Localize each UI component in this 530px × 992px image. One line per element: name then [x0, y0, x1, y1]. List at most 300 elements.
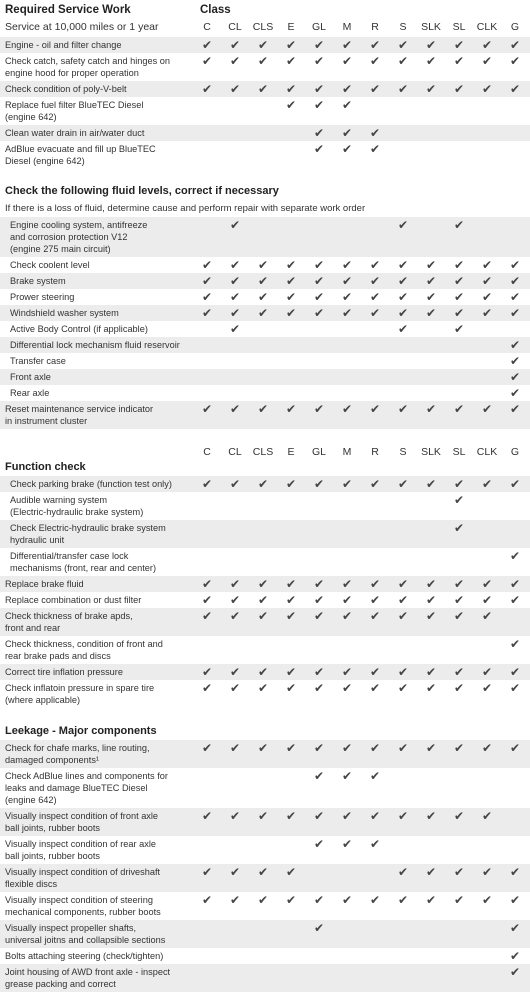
column-header-g: G: [510, 21, 520, 33]
check-icon-r: ✔: [369, 577, 381, 591]
column-header-gl: GL: [311, 446, 326, 458]
check-icon-sl: ✔: [453, 82, 465, 96]
row-label: [10, 259, 195, 271]
row-label: [5, 838, 195, 862]
check-icon-e: ✔: [285, 665, 297, 679]
check-icon-c: ✔: [201, 865, 213, 879]
check-icon-cl: ✔: [229, 741, 241, 755]
row-label-line: Windshield washer system: [10, 308, 119, 318]
check-icon-gl: ✔: [313, 126, 325, 140]
check-icon-slk: ✔: [425, 665, 437, 679]
row-label: [5, 99, 195, 123]
check-icon-e: ✔: [285, 741, 297, 755]
check-icon-s: ✔: [397, 54, 409, 68]
check-icon-gl: ✔: [313, 274, 325, 288]
check-icon-cls: ✔: [257, 258, 269, 272]
row-label-line: Check parking brake (function test only): [10, 479, 172, 489]
check-icon-e: ✔: [285, 54, 297, 68]
table-row: [0, 636, 530, 664]
table-row: [0, 520, 530, 548]
check-icon-slk: ✔: [425, 893, 437, 907]
check-icon-cl: ✔: [229, 665, 241, 679]
check-icon-cl: ✔: [229, 306, 241, 320]
check-icon-gl: ✔: [313, 38, 325, 52]
check-icon-g: ✔: [509, 665, 521, 679]
check-icon-e: ✔: [285, 477, 297, 491]
column-header-c: C: [203, 21, 211, 33]
check-icon-c: ✔: [201, 477, 213, 491]
check-icon-slk: ✔: [425, 477, 437, 491]
check-icon-g: ✔: [509, 577, 521, 591]
check-icon-m: ✔: [341, 741, 353, 755]
check-icon-slk: ✔: [425, 54, 437, 68]
check-icon-e: ✔: [285, 681, 297, 695]
row-label-line: mechanical components, rubber boots: [5, 907, 161, 917]
table-row: [0, 548, 530, 576]
check-icon-slk: ✔: [425, 593, 437, 607]
section-title-required-service: Required Service Work: [5, 4, 131, 16]
check-icon-m: ✔: [341, 681, 353, 695]
check-icon-e: ✔: [285, 82, 297, 96]
row-label-line: Check catch, safety catch and hinges on: [5, 56, 170, 66]
check-icon-gl: ✔: [313, 54, 325, 68]
check-icon-sl: ✔: [453, 477, 465, 491]
check-icon-e: ✔: [285, 290, 297, 304]
check-icon-sl: ✔: [453, 258, 465, 272]
check-icon-m: ✔: [341, 290, 353, 304]
check-icon-s: ✔: [397, 38, 409, 52]
check-icon-g: ✔: [509, 741, 521, 755]
check-icon-clk: ✔: [481, 38, 493, 52]
column-header-s: S: [399, 21, 407, 33]
check-icon-clk: ✔: [481, 681, 493, 695]
check-icon-sl: ✔: [453, 521, 465, 535]
check-icon-slk: ✔: [425, 258, 437, 272]
row-label: [10, 522, 195, 546]
row-label: [10, 387, 195, 399]
check-icon-c: ✔: [201, 681, 213, 695]
check-icon-gl: ✔: [313, 665, 325, 679]
check-icon-slk: ✔: [425, 865, 437, 879]
check-icon-cl: ✔: [229, 258, 241, 272]
check-icon-cl: ✔: [229, 809, 241, 823]
row-label-line: Differential lock mechanism fluid reservoir: [10, 340, 180, 350]
row-label-line: ball joints, rubber boots: [5, 851, 100, 861]
check-icon-g: ✔: [509, 338, 521, 352]
check-icon-slk: ✔: [425, 306, 437, 320]
row-label-line: Check thickness of brake apds,: [5, 611, 133, 621]
check-icon-c: ✔: [201, 274, 213, 288]
check-icon-cls: ✔: [257, 290, 269, 304]
check-icon-m: ✔: [341, 577, 353, 591]
row-label: [10, 307, 195, 319]
check-icon-gl: ✔: [313, 809, 325, 823]
column-header-slk: SLK: [421, 446, 441, 458]
check-icon-clk: ✔: [481, 477, 493, 491]
check-icon-g: ✔: [509, 637, 521, 651]
row-label-line: hydraulic unit: [10, 535, 65, 545]
check-icon-clk: ✔: [481, 274, 493, 288]
check-icon-cl: ✔: [229, 290, 241, 304]
check-icon-gl: ✔: [313, 306, 325, 320]
check-icon-slk: ✔: [425, 38, 437, 52]
check-icon-s: ✔: [397, 865, 409, 879]
row-label-line: Reset maintenance service indicator: [5, 404, 154, 414]
check-icon-g: ✔: [509, 402, 521, 416]
row-label: [5, 866, 195, 890]
check-icon-e: ✔: [285, 38, 297, 52]
column-header-cl: CL: [228, 446, 242, 458]
check-icon-clk: ✔: [481, 258, 493, 272]
check-icon-e: ✔: [285, 274, 297, 288]
row-label-line: Diesel (engine 642): [5, 156, 85, 166]
check-icon-m: ✔: [341, 893, 353, 907]
check-icon-s: ✔: [397, 593, 409, 607]
row-label: [5, 770, 195, 806]
check-icon-m: ✔: [341, 769, 353, 783]
row-label-line: grease packing and correct: [5, 979, 116, 989]
column-header-cl: CL: [228, 21, 242, 33]
column-header-clk: CLK: [476, 21, 498, 33]
table-row: [0, 217, 530, 257]
check-icon-slk: ✔: [425, 809, 437, 823]
check-icon-m: ✔: [341, 665, 353, 679]
column-header-sl: SL: [452, 446, 466, 458]
check-icon-c: ✔: [201, 54, 213, 68]
check-icon-c: ✔: [201, 82, 213, 96]
check-icon-c: ✔: [201, 893, 213, 907]
row-label: [10, 494, 195, 518]
check-icon-slk: ✔: [425, 609, 437, 623]
table-row: [0, 53, 530, 81]
row-label-line: Check thickness, condition of front and: [5, 639, 163, 649]
table-row: [0, 768, 530, 808]
check-icon-gl: ✔: [313, 98, 325, 112]
section-title-leakage: Leekage - Major components: [5, 725, 157, 737]
table-row: [0, 257, 530, 273]
row-label: [5, 610, 195, 634]
check-icon-sl: ✔: [453, 809, 465, 823]
column-header-sl: SL: [452, 21, 466, 33]
column-header-cls: CLS: [252, 21, 274, 33]
check-icon-gl: ✔: [313, 837, 325, 851]
check-icon-slk: ✔: [425, 274, 437, 288]
check-icon-clk: ✔: [481, 82, 493, 96]
check-icon-r: ✔: [369, 837, 381, 851]
check-icon-e: ✔: [285, 98, 297, 112]
column-header-slk: SLK: [421, 21, 441, 33]
check-icon-r: ✔: [369, 665, 381, 679]
check-icon-cls: ✔: [257, 577, 269, 591]
check-icon-sl: ✔: [453, 741, 465, 755]
check-icon-sl: ✔: [453, 322, 465, 336]
check-icon-cl: ✔: [229, 218, 241, 232]
check-icon-gl: ✔: [313, 477, 325, 491]
check-icon-m: ✔: [341, 477, 353, 491]
row-label-line: Correct tire inflation pressure: [5, 667, 123, 677]
check-icon-sl: ✔: [453, 493, 465, 507]
check-icon-sl: ✔: [453, 593, 465, 607]
check-icon-gl: ✔: [313, 258, 325, 272]
table-row: [0, 892, 530, 920]
row-label-line: (engine 642): [5, 112, 57, 122]
check-icon-cl: ✔: [229, 681, 241, 695]
check-icon-r: ✔: [369, 593, 381, 607]
row-label-line: (Electric-hydraulic brake system): [10, 507, 144, 517]
check-icon-g: ✔: [509, 354, 521, 368]
check-icon-cls: ✔: [257, 609, 269, 623]
column-header-e: E: [287, 21, 295, 33]
check-icon-clk: ✔: [481, 665, 493, 679]
row-label: [10, 550, 195, 574]
row-label-line: Engine - oil and filter change: [5, 40, 122, 50]
check-icon-c: ✔: [201, 809, 213, 823]
check-icon-g: ✔: [509, 965, 521, 979]
class-label: Class: [200, 4, 231, 16]
row-label: [5, 742, 195, 766]
section-subtitle-service-interval: Service at 10,000 miles or 1 year: [5, 21, 159, 33]
table-row: [0, 353, 530, 369]
check-icon-g: ✔: [509, 865, 521, 879]
column-header-g: G: [510, 446, 520, 458]
check-icon-slk: ✔: [425, 681, 437, 695]
check-icon-cl: ✔: [229, 54, 241, 68]
row-label-line: leaks and damage BlueTEC Diesel: [5, 783, 148, 793]
row-label-line: Replace fuel filter BlueTEC Diesel: [5, 100, 144, 110]
check-icon-sl: ✔: [453, 290, 465, 304]
check-icon-g: ✔: [509, 386, 521, 400]
row-label-line: Rear axle: [10, 388, 50, 398]
check-icon-clk: ✔: [481, 593, 493, 607]
check-icon-e: ✔: [285, 893, 297, 907]
check-icon-gl: ✔: [313, 593, 325, 607]
check-icon-cl: ✔: [229, 82, 241, 96]
column-header-e: E: [287, 446, 295, 458]
table-row: [0, 608, 530, 636]
row-label-line: Visually inspect condition of rear axle: [5, 839, 156, 849]
column-header-cls: CLS: [252, 446, 274, 458]
row-label: [5, 83, 195, 95]
column-header-clk: CLK: [476, 446, 498, 458]
table-row: [0, 97, 530, 125]
table-row: [0, 369, 530, 385]
check-icon-slk: ✔: [425, 577, 437, 591]
column-header-c: C: [203, 446, 211, 458]
check-icon-r: ✔: [369, 54, 381, 68]
check-icon-gl: ✔: [313, 769, 325, 783]
check-icon-sl: ✔: [453, 893, 465, 907]
check-icon-sl: ✔: [453, 609, 465, 623]
check-icon-cls: ✔: [257, 477, 269, 491]
check-icon-s: ✔: [397, 274, 409, 288]
table-row: [0, 740, 530, 768]
row-label-line: Audible warning system: [10, 495, 108, 505]
table-row: [0, 321, 530, 337]
row-label: [5, 39, 195, 51]
check-icon-e: ✔: [285, 809, 297, 823]
row-label-line: Replace combination or dust filter: [5, 595, 142, 605]
check-icon-m: ✔: [341, 82, 353, 96]
table-row: [0, 305, 530, 321]
row-label-line: rear brake pads and discs: [5, 651, 111, 661]
check-icon-s: ✔: [397, 741, 409, 755]
check-icon-slk: ✔: [425, 82, 437, 96]
check-icon-g: ✔: [509, 681, 521, 695]
check-icon-s: ✔: [397, 665, 409, 679]
row-label: [5, 666, 195, 678]
table-row: [0, 948, 530, 964]
check-icon-s: ✔: [397, 681, 409, 695]
check-icon-cl: ✔: [229, 865, 241, 879]
check-icon-m: ✔: [341, 98, 353, 112]
row-label: [5, 682, 195, 706]
check-icon-clk: ✔: [481, 402, 493, 416]
check-icon-c: ✔: [201, 290, 213, 304]
table-row: [0, 337, 530, 353]
row-label: [10, 275, 195, 287]
check-icon-sl: ✔: [453, 38, 465, 52]
table-row: [0, 385, 530, 401]
check-icon-m: ✔: [341, 274, 353, 288]
check-icon-cls: ✔: [257, 54, 269, 68]
row-label-line: Check for chafe marks, line routing,: [5, 743, 150, 753]
check-icon-m: ✔: [341, 126, 353, 140]
check-icon-s: ✔: [397, 809, 409, 823]
row-label-line: (engine 642): [5, 795, 57, 805]
check-icon-g: ✔: [509, 274, 521, 288]
check-icon-cl: ✔: [229, 402, 241, 416]
row-label: [10, 323, 195, 335]
table-row: [0, 680, 530, 708]
check-icon-sl: ✔: [453, 402, 465, 416]
check-icon-r: ✔: [369, 893, 381, 907]
check-icon-clk: ✔: [481, 865, 493, 879]
row-label: [10, 478, 195, 490]
row-label: [5, 810, 195, 834]
row-label-line: Check Electric-hydraulic brake system: [10, 523, 166, 533]
check-icon-r: ✔: [369, 142, 381, 156]
table-row: [0, 920, 530, 948]
check-icon-g: ✔: [509, 306, 521, 320]
row-label-line: universal joitns and collapsible sections: [5, 935, 166, 945]
check-icon-c: ✔: [201, 665, 213, 679]
check-icon-c: ✔: [201, 609, 213, 623]
check-icon-r: ✔: [369, 38, 381, 52]
check-icon-s: ✔: [397, 82, 409, 96]
check-icon-cl: ✔: [229, 477, 241, 491]
row-label-line: Joint housing of AWD front axle - inspect: [5, 967, 171, 977]
row-label: [5, 950, 195, 962]
row-label: [5, 578, 195, 590]
column-header-m: M: [342, 446, 352, 458]
check-icon-c: ✔: [201, 258, 213, 272]
check-icon-sl: ✔: [453, 865, 465, 879]
row-label-line: in instrument cluster: [5, 416, 88, 426]
check-icon-cl: ✔: [229, 274, 241, 288]
row-label-line: mechanisms (front, rear and center): [10, 563, 157, 573]
table-row: [0, 37, 530, 53]
row-label: [5, 922, 195, 946]
row-label-line: (where applicable): [5, 695, 81, 705]
check-icon-clk: ✔: [481, 54, 493, 68]
check-icon-g: ✔: [509, 258, 521, 272]
check-icon-m: ✔: [341, 609, 353, 623]
check-icon-slk: ✔: [425, 741, 437, 755]
row-label: [5, 638, 195, 662]
check-icon-sl: ✔: [453, 306, 465, 320]
table-row: [0, 664, 530, 680]
check-icon-cls: ✔: [257, 681, 269, 695]
check-icon-clk: ✔: [481, 577, 493, 591]
check-icon-g: ✔: [509, 893, 521, 907]
check-icon-m: ✔: [341, 38, 353, 52]
row-label: [5, 55, 195, 79]
check-icon-s: ✔: [397, 609, 409, 623]
check-icon-cls: ✔: [257, 865, 269, 879]
check-icon-cls: ✔: [257, 593, 269, 607]
row-label-line: Differential/transfer case lock: [10, 551, 129, 561]
row-label: [5, 143, 195, 167]
column-header-row-1: [0, 21, 530, 35]
check-icon-m: ✔: [341, 258, 353, 272]
row-label-line: Prower steering: [10, 292, 75, 302]
row-label-line: Visually inspect condition of driveshaft: [5, 867, 161, 877]
row-label-line: Active Body Control (if applicable): [10, 324, 148, 334]
check-icon-g: ✔: [509, 921, 521, 935]
check-icon-s: ✔: [397, 218, 409, 232]
check-icon-clk: ✔: [481, 290, 493, 304]
table-row: [0, 576, 530, 592]
check-icon-m: ✔: [341, 837, 353, 851]
table-row: [0, 476, 530, 492]
row-label-line: Transfer case: [10, 356, 66, 366]
table-row: [0, 864, 530, 892]
check-icon-clk: ✔: [481, 809, 493, 823]
check-icon-cl: ✔: [229, 38, 241, 52]
check-icon-c: ✔: [201, 38, 213, 52]
row-label: [5, 127, 195, 139]
check-icon-s: ✔: [397, 306, 409, 320]
check-icon-g: ✔: [509, 477, 521, 491]
row-label: [5, 403, 195, 427]
check-icon-gl: ✔: [313, 609, 325, 623]
check-icon-m: ✔: [341, 54, 353, 68]
row-label-line: and corrosion protection V12: [10, 232, 128, 242]
column-header-r: R: [371, 21, 379, 33]
row-label-line: Visually inspect propeller shafts,: [5, 923, 137, 933]
check-icon-c: ✔: [201, 741, 213, 755]
row-label-line: Engine cooling system, antifreeze: [10, 220, 148, 230]
check-icon-cl: ✔: [229, 322, 241, 336]
row-label: [10, 339, 195, 351]
table-row: [0, 401, 530, 429]
check-icon-s: ✔: [397, 290, 409, 304]
check-icon-e: ✔: [285, 577, 297, 591]
check-icon-m: ✔: [341, 809, 353, 823]
check-icon-g: ✔: [509, 370, 521, 384]
table-row: [0, 289, 530, 305]
row-label-line: Check condition of poly-V-belt: [5, 84, 127, 94]
check-icon-g: ✔: [509, 54, 521, 68]
check-icon-gl: ✔: [313, 142, 325, 156]
check-icon-r: ✔: [369, 290, 381, 304]
check-icon-r: ✔: [369, 477, 381, 491]
check-icon-e: ✔: [285, 865, 297, 879]
check-icon-s: ✔: [397, 258, 409, 272]
check-icon-cls: ✔: [257, 38, 269, 52]
section-title-fluid-levels: Check the following fluid levels, correct if necessary: [5, 185, 279, 197]
check-icon-m: ✔: [341, 306, 353, 320]
